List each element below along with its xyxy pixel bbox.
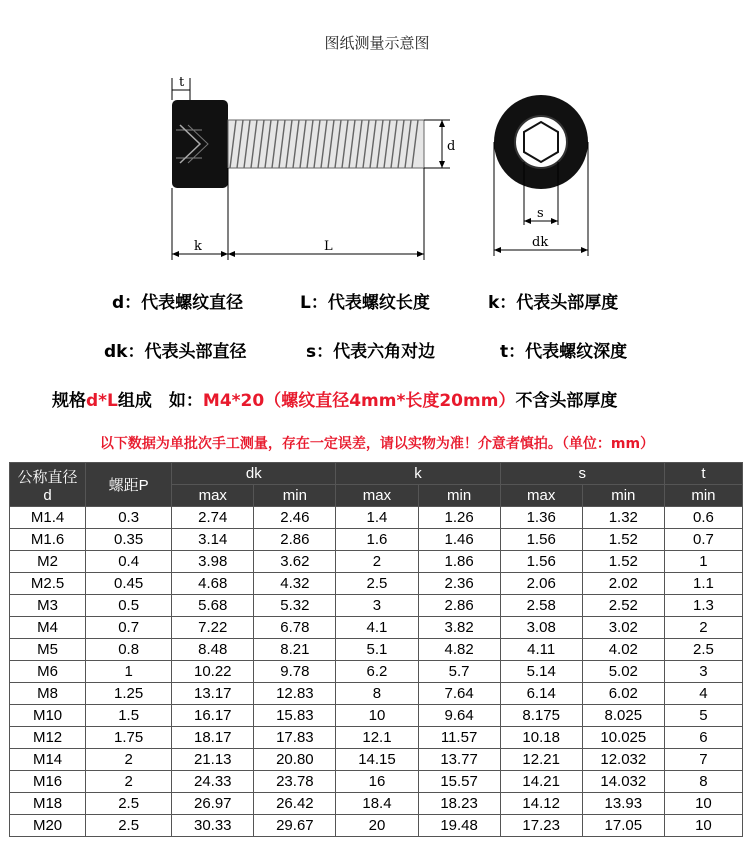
spec-example: M4*20（螺纹直径4mm*长度20mm） (202, 391, 516, 411)
header-group-dk: dk (172, 463, 336, 485)
table-cell: 0.8 (86, 639, 172, 661)
header-d-label: d (43, 486, 52, 504)
table-cell: 14.12 (500, 793, 582, 815)
table-row (10, 749, 743, 771)
header-group-t: t (664, 463, 742, 485)
table-cell: 0.7 (664, 529, 742, 551)
table-cell: 2.74 (172, 507, 254, 529)
table-cell: 0.7 (86, 617, 172, 639)
table-cell: 13.17 (172, 683, 254, 705)
table-cell: M2.5 (10, 573, 86, 595)
table-row (10, 573, 743, 595)
table-cell: 26.97 (172, 793, 254, 815)
table-cell: 6.02 (582, 683, 664, 705)
table-cell: 1.75 (86, 727, 172, 749)
legend-d: d：代表螺纹直径 (112, 293, 244, 313)
table-cell: 3.98 (172, 551, 254, 573)
dim-label-k: k (194, 239, 202, 254)
table-cell: 12.032 (582, 749, 664, 771)
spec-middle: 组成 如： (117, 391, 203, 411)
table-cell: 5.68 (172, 595, 254, 617)
table-cell: 10 (664, 815, 742, 837)
legend-L: L：代表螺纹长度 (300, 293, 430, 313)
table-cell: 14.032 (582, 771, 664, 793)
table-cell: 2.02 (582, 573, 664, 595)
header-pitch: 螺距P (86, 463, 172, 507)
header-dk-max: max (172, 485, 254, 507)
table-cell: 20.80 (254, 749, 336, 771)
spec-line (0, 386, 754, 411)
table-cell: M18 (10, 793, 86, 815)
dim-label-dk: dk (532, 235, 549, 250)
table-cell: 3.62 (254, 551, 336, 573)
table-cell: 3.08 (500, 617, 582, 639)
header-t-min: min (664, 485, 742, 507)
table-cell: 10 (664, 793, 742, 815)
table-cell: 2.5 (86, 815, 172, 837)
table-cell: M1.4 (10, 507, 86, 529)
table-row (10, 639, 743, 661)
table-cell: 3.14 (172, 529, 254, 551)
table-cell: 6.78 (254, 617, 336, 639)
table-cell: 0.3 (86, 507, 172, 529)
table-cell: 2.5 (86, 793, 172, 815)
dim-label-L: L (324, 239, 333, 254)
table-cell: 4.82 (418, 639, 500, 661)
table-cell: 11.57 (418, 727, 500, 749)
table-cell: 2.06 (500, 573, 582, 595)
table-cell: 17.05 (582, 815, 664, 837)
dim-label-d: d (447, 139, 456, 154)
table-cell: 14.21 (500, 771, 582, 793)
table-cell: 5.7 (418, 661, 500, 683)
table-cell: 2.5 (336, 573, 418, 595)
table-cell: 24.33 (172, 771, 254, 793)
header-nominal-label: 公称直径 (17, 468, 78, 486)
table-cell: M3 (10, 595, 86, 617)
table-cell: 3.02 (582, 617, 664, 639)
legend-s: s：代表六角对边 (306, 342, 436, 362)
table-cell: 10.22 (172, 661, 254, 683)
table-cell: 1 (86, 661, 172, 683)
spec-prefix: 规格 (52, 391, 86, 411)
table-cell: 1.5 (86, 705, 172, 727)
table-cell: 1.1 (664, 573, 742, 595)
spec-suffix: 不含头部厚度 (515, 391, 618, 411)
table-cell: 1 (664, 551, 742, 573)
table-cell: 7 (664, 749, 742, 771)
table-cell: 0.6 (664, 507, 742, 529)
table-cell: 1.52 (582, 529, 664, 551)
table-cell: 2.36 (418, 573, 500, 595)
table-cell: 2 (86, 749, 172, 771)
table-cell: 4.11 (500, 639, 582, 661)
table-row (10, 529, 743, 551)
table-cell: 10.025 (582, 727, 664, 749)
spec-formula: d*L (86, 391, 118, 411)
header-nominal-diameter (10, 463, 86, 507)
table-cell: 3 (336, 595, 418, 617)
dim-label-t: t (179, 75, 185, 90)
table-cell: 3 (664, 661, 742, 683)
hex-socket (524, 122, 558, 162)
table-cell: 13.77 (418, 749, 500, 771)
table-cell: 2.5 (664, 639, 742, 661)
table-cell: 13.93 (582, 793, 664, 815)
table-row (10, 551, 743, 573)
table-cell: 15.83 (254, 705, 336, 727)
table-cell: 16 (336, 771, 418, 793)
table-cell: 2.58 (500, 595, 582, 617)
table-cell: 1.3 (664, 595, 742, 617)
table-cell: 4.1 (336, 617, 418, 639)
table-cell: 8.175 (500, 705, 582, 727)
measurement-notice: 以下数据为单批次手工测量，存在一定误差，请以实物为准！介意者慎拍。（单位：mm） (99, 436, 655, 452)
table-cell: 1.25 (86, 683, 172, 705)
table-cell: 2 (336, 551, 418, 573)
table-cell: 6.2 (336, 661, 418, 683)
table-cell: 30.33 (172, 815, 254, 837)
table-cell: 4.68 (172, 573, 254, 595)
table-cell: 3.82 (418, 617, 500, 639)
table-row (10, 683, 743, 705)
table-cell: M12 (10, 727, 86, 749)
table-cell: 4.32 (254, 573, 336, 595)
table-row (10, 507, 743, 529)
table-cell: 1.56 (500, 529, 582, 551)
table-cell: 20 (336, 815, 418, 837)
table-cell: 8.48 (172, 639, 254, 661)
table-cell: 9.78 (254, 661, 336, 683)
table-cell: 8.21 (254, 639, 336, 661)
table-cell: M4 (10, 617, 86, 639)
table-cell: 8 (664, 771, 742, 793)
page-title: 图纸测量示意图 (324, 34, 430, 52)
table-cell: 1.36 (500, 507, 582, 529)
table-cell: 0.45 (86, 573, 172, 595)
table-cell: 5 (664, 705, 742, 727)
table-cell: 1.26 (418, 507, 500, 529)
screw-diagram (150, 70, 600, 265)
table-cell: M1.6 (10, 529, 86, 551)
table-cell: 0.5 (86, 595, 172, 617)
table-cell: 10.18 (500, 727, 582, 749)
table-row (10, 815, 743, 837)
legend-t: t：代表螺纹深度 (500, 342, 628, 362)
table-cell: 5.02 (582, 661, 664, 683)
table-row (10, 705, 743, 727)
table-cell: 1.56 (500, 551, 582, 573)
table-cell: 2.52 (582, 595, 664, 617)
table-cell: 18.23 (418, 793, 500, 815)
header-group-k: k (336, 463, 500, 485)
table-cell: 2.86 (254, 529, 336, 551)
table-row (10, 793, 743, 815)
table-cell: 5.14 (500, 661, 582, 683)
table-row (10, 595, 743, 617)
table-cell: 19.48 (418, 815, 500, 837)
table-cell: 18.17 (172, 727, 254, 749)
table-cell: 6 (664, 727, 742, 749)
table-cell: 4.02 (582, 639, 664, 661)
table-cell: 12.1 (336, 727, 418, 749)
table-cell: 12.83 (254, 683, 336, 705)
table-row (10, 771, 743, 793)
table-cell: 1.52 (582, 551, 664, 573)
table-cell: 17.23 (500, 815, 582, 837)
table-cell: M8 (10, 683, 86, 705)
table-cell: 10 (336, 705, 418, 727)
table-cell: 26.42 (254, 793, 336, 815)
dim-label-s: s (537, 206, 544, 221)
table-cell: 7.22 (172, 617, 254, 639)
table-cell: M16 (10, 771, 86, 793)
table-row (10, 617, 743, 639)
table-cell: 1.86 (418, 551, 500, 573)
table-cell: 0.35 (86, 529, 172, 551)
header-group-s: s (500, 463, 664, 485)
table-cell: 1.6 (336, 529, 418, 551)
table-body (10, 507, 743, 837)
table-cell: M10 (10, 705, 86, 727)
header-s-max: max (500, 485, 582, 507)
table-cell: 2 (664, 617, 742, 639)
table-cell: M5 (10, 639, 86, 661)
table-cell: 7.64 (418, 683, 500, 705)
table-cell: 2 (86, 771, 172, 793)
table-row (10, 661, 743, 683)
table-cell: 0.4 (86, 551, 172, 573)
table-cell: 5.1 (336, 639, 418, 661)
table-cell: 29.67 (254, 815, 336, 837)
table-cell: 6.14 (500, 683, 582, 705)
table-cell: 4 (664, 683, 742, 705)
table-cell: 17.83 (254, 727, 336, 749)
table-cell: 8 (336, 683, 418, 705)
table-cell: M14 (10, 749, 86, 771)
table-cell: 18.4 (336, 793, 418, 815)
table-cell: 2.46 (254, 507, 336, 529)
dimension-table (9, 462, 743, 837)
table-cell: M6 (10, 661, 86, 683)
table-cell: 16.17 (172, 705, 254, 727)
table-row (10, 727, 743, 749)
table-cell: M2 (10, 551, 86, 573)
header-s-min: min (582, 485, 664, 507)
table-cell: 5.32 (254, 595, 336, 617)
table-cell: 15.57 (418, 771, 500, 793)
table-cell: 21.13 (172, 749, 254, 771)
table-cell: 9.64 (418, 705, 500, 727)
table-cell: 1.4 (336, 507, 418, 529)
table-cell: 8.025 (582, 705, 664, 727)
legend-dk: dk：代表头部直径 (104, 342, 247, 362)
table-cell: M20 (10, 815, 86, 837)
header-k-min: min (418, 485, 500, 507)
table-cell: 1.46 (418, 529, 500, 551)
table-cell: 23.78 (254, 771, 336, 793)
table-cell: 2.86 (418, 595, 500, 617)
table-cell: 14.15 (336, 749, 418, 771)
table-cell: 12.21 (500, 749, 582, 771)
legend-k: k：代表头部厚度 (488, 293, 619, 313)
header-k-max: max (336, 485, 418, 507)
header-dk-min: min (254, 485, 336, 507)
table-cell: 1.32 (582, 507, 664, 529)
